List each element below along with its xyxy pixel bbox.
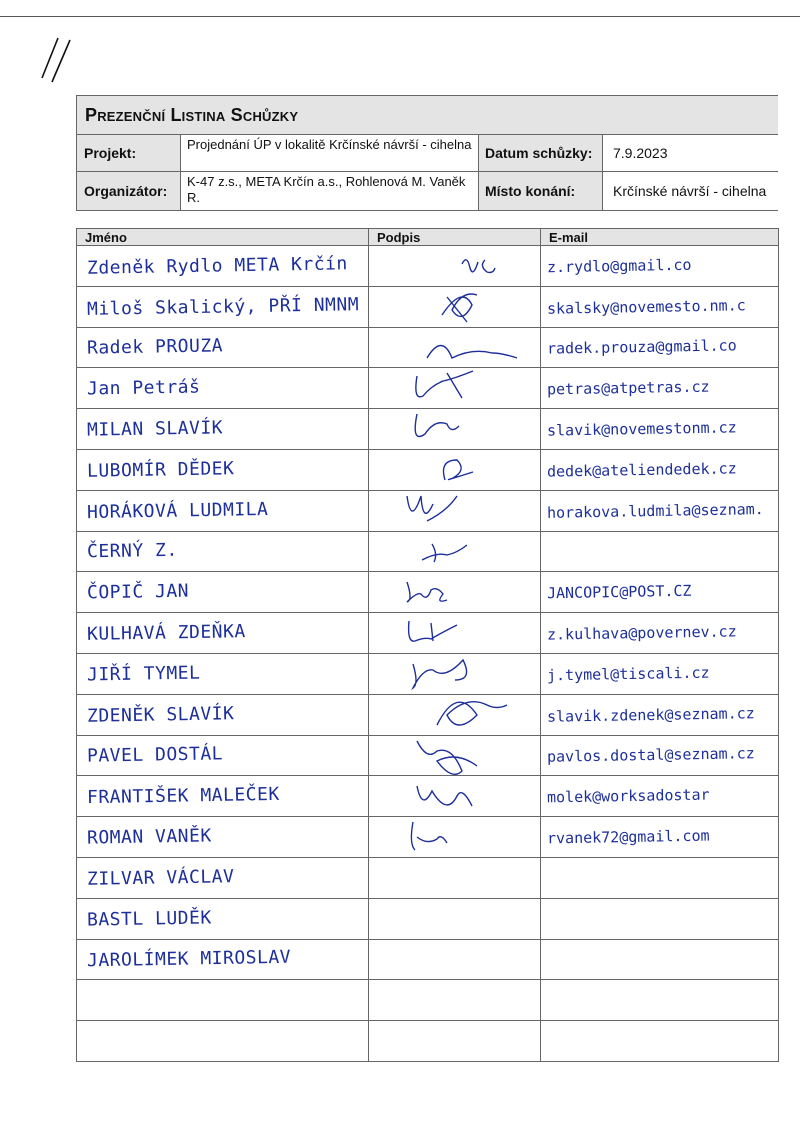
attendee-email-cell: [541, 857, 779, 898]
attendee-signature-cell: [369, 572, 541, 613]
handwritten-signature: [387, 409, 527, 449]
attendee-name-cell: [77, 409, 369, 450]
handwritten-signature: [387, 368, 527, 408]
email-column-header: E-mail: [541, 229, 779, 246]
attendee-email: slavik.zdenek@seznam.cz: [546, 703, 755, 726]
attendee-name-cell: [77, 572, 369, 613]
attendee-email: rvanek72@gmail.com: [546, 826, 710, 848]
attendee-signature-cell: [369, 613, 541, 654]
attendee-email: dedek@ateliendedek.cz: [546, 459, 737, 481]
attendee-name-cell: [77, 368, 369, 409]
attendee-email-cell: [541, 817, 779, 858]
attendee-row: [77, 939, 779, 980]
attendee-name: BASTL LUDĚK: [86, 907, 212, 931]
top-edge-line: [0, 16, 800, 17]
attendee-email-cell: [541, 898, 779, 939]
attendee-signature-cell: [369, 857, 541, 898]
attendee-signature-cell: [369, 653, 541, 694]
name-column-header: Jméno: [77, 229, 369, 246]
attendee-email: z.rydlo@gmail.co: [546, 255, 692, 277]
attendee-row: [77, 572, 779, 613]
attendee-email: z.kulhava@povernev.cz: [546, 622, 737, 644]
attendee-name-cell: [77, 449, 369, 490]
attendee-row: [77, 898, 779, 939]
attendee-name: ZDENĚK SLAVÍK: [86, 702, 235, 727]
attendee-name: PAVEL DOSTÁL: [86, 743, 224, 768]
handwritten-signature: [387, 695, 527, 735]
attendee-name: Jan Petráš: [86, 376, 201, 400]
attendee-email-cell: [541, 368, 779, 409]
attendee-email-cell: [541, 327, 779, 368]
attendee-name-cell: [77, 857, 369, 898]
attendee-name-cell: [77, 898, 369, 939]
attendee-row: [77, 653, 779, 694]
attendee-name-cell: [77, 980, 369, 1021]
attendee-email-cell: [541, 286, 779, 327]
attendee-email: molek@worksadostar: [546, 785, 710, 807]
attendee-row: [77, 817, 779, 858]
attendee-row: [77, 286, 779, 327]
attendee-name-cell: [77, 286, 369, 327]
handwritten-signature: [387, 736, 527, 776]
attendee-row: [77, 735, 779, 776]
attendee-name: Zdeněk Rydlo META Krčín: [86, 253, 348, 279]
project-value: Projednání ÚP v lokalitě Krčínské návrší - cihelna: [181, 135, 479, 171]
attendee-email: horakova.ludmila@seznam.: [546, 499, 764, 522]
attendee-name-cell: [77, 735, 369, 776]
attendee-row: [77, 409, 779, 450]
attendee-email-cell: [541, 776, 779, 817]
handwritten-signature: [387, 491, 527, 531]
attendee-signature-cell: [369, 490, 541, 531]
attendee-signature-cell: [369, 286, 541, 327]
attendee-name: ZILVAR VÁCLAV: [86, 866, 235, 890]
info-row-organizer: [77, 172, 778, 210]
attendee-row: [77, 490, 779, 531]
handwritten-signature: [387, 817, 527, 857]
attendee-row: [77, 327, 779, 368]
attendee-email-cell: [541, 449, 779, 490]
attendee-signature-cell: [369, 898, 541, 939]
attendee-name-cell: [77, 327, 369, 368]
handwritten-signature: [387, 450, 527, 490]
attendee-name: ROMAN VANĚK: [86, 825, 212, 849]
attendee-signature-cell: [369, 327, 541, 368]
attendee-email-cell: [541, 490, 779, 531]
info-row-project: [77, 135, 778, 172]
attendee-email: petras@atpetras.cz: [546, 377, 710, 399]
attendee-name: Miloš Skalický, PŘÍ NMNM: [86, 293, 360, 320]
handwritten-signature: [387, 613, 527, 653]
attendee-name-cell: [77, 246, 369, 287]
attendee-email-cell: [541, 653, 779, 694]
attendee-email-cell: [541, 572, 779, 613]
attendee-email-cell: [541, 980, 779, 1021]
attendee-email-cell: [541, 1021, 779, 1062]
attendee-name: LUBOMÍR DĚDEK: [86, 458, 235, 482]
attendee-signature-cell: [369, 817, 541, 858]
project-label: Projekt:: [77, 135, 181, 171]
attendee-row: [77, 613, 779, 654]
attendee-signature-cell: [369, 409, 541, 450]
attendee-email: j.tymel@tiscali.cz: [546, 663, 710, 685]
attendee-signature-cell: [369, 368, 541, 409]
date-label: Datum schůzky:: [479, 135, 603, 171]
attendee-email: radek.prouza@gmail.co: [546, 336, 737, 359]
handwritten-signature: [387, 572, 527, 612]
attendee-row: [77, 857, 779, 898]
attendee-row: [77, 449, 779, 490]
attendee-signature-cell: [369, 694, 541, 735]
attendee-email: JANCOPIC@POST.CZ: [546, 582, 692, 603]
attendee-name: MILAN SLAVÍK: [86, 417, 224, 441]
handwritten-double-slash: [36, 34, 86, 84]
attendee-name: FRANTIŠEK MALEČEK: [86, 784, 280, 809]
attendee-name: JIŘÍ TYMEL: [86, 662, 201, 686]
form-title: [77, 96, 778, 135]
attendee-signature-cell: [369, 980, 541, 1021]
attendee-signature-cell: [369, 246, 541, 287]
attendee-email-cell: [541, 694, 779, 735]
handwritten-signature: [387, 287, 527, 327]
attendee-name-cell: [77, 776, 369, 817]
attendee-name-cell: [77, 531, 369, 572]
attendee-email: slavik@novemestonm.cz: [546, 418, 737, 440]
attendee-email-cell: [541, 409, 779, 450]
attendee-signature-cell: [369, 1021, 541, 1062]
attendee-name-cell: [77, 694, 369, 735]
attendee-signature-cell: [369, 531, 541, 572]
attendee-name: ČOPIČ JAN: [86, 580, 190, 604]
organizer-value: K-47 z.s., META Krčín a.s., Rohlenová M. Vaněk R.: [181, 172, 479, 210]
attendance-table: [76, 228, 779, 1062]
attendee-signature-cell: [369, 776, 541, 817]
attendee-row: [77, 368, 779, 409]
attendee-email-cell: [541, 531, 779, 572]
attendee-name-cell: [77, 1021, 369, 1062]
attendee-row: [77, 531, 779, 572]
attendee-email: pavlos.dostal@seznam.cz: [546, 744, 755, 767]
attendee-name-cell: [77, 613, 369, 654]
date-value: 7.9.2023: [613, 145, 668, 161]
signature-column-header: Podpis: [369, 229, 541, 246]
attendee-name: ČERNÝ Z.: [86, 540, 178, 563]
attendee-name-cell: [77, 939, 369, 980]
attendee-row: [77, 980, 779, 1021]
attendee-name-cell: [77, 653, 369, 694]
attendee-signature-cell: [369, 449, 541, 490]
attendee-email-cell: [541, 939, 779, 980]
handwritten-signature: [387, 328, 527, 368]
handwritten-signature: [387, 654, 527, 694]
meeting-info-header: [76, 95, 778, 211]
attendee-signature-cell: [369, 735, 541, 776]
attendee-name: KULHAVÁ ZDEŇKA: [86, 621, 246, 645]
handwritten-signature: [387, 532, 527, 572]
attendee-name-cell: [77, 817, 369, 858]
attendee-row: [77, 694, 779, 735]
attendee-name-cell: [77, 490, 369, 531]
place-label: Místo konání:: [479, 172, 603, 210]
handwritten-signature: [387, 246, 527, 286]
attendee-row: [77, 776, 779, 817]
attendee-row: [77, 1021, 779, 1062]
attendee-name: HORÁKOVÁ LUDMILA: [86, 498, 269, 523]
attendee-name: JAROLÍMEK MIROSLAV: [86, 947, 292, 972]
attendee-signature-cell: [369, 939, 541, 980]
attendee-email-cell: [541, 246, 779, 287]
attendee-email: skalsky@novemesto.nm.c: [546, 295, 746, 318]
place-value: Krčínské návrší - cihelna: [613, 183, 767, 199]
attendee-email-cell: [541, 613, 779, 654]
attendee-email-cell: [541, 735, 779, 776]
attendee-name: Radek PROUZA: [86, 335, 224, 360]
attendee-row: [77, 246, 779, 287]
organizer-label: Organizátor:: [77, 172, 181, 210]
handwritten-signature: [387, 776, 527, 816]
form-title-text: Prezenční Listina Schůzky: [85, 104, 299, 125]
attendance-header-row: [77, 229, 779, 246]
